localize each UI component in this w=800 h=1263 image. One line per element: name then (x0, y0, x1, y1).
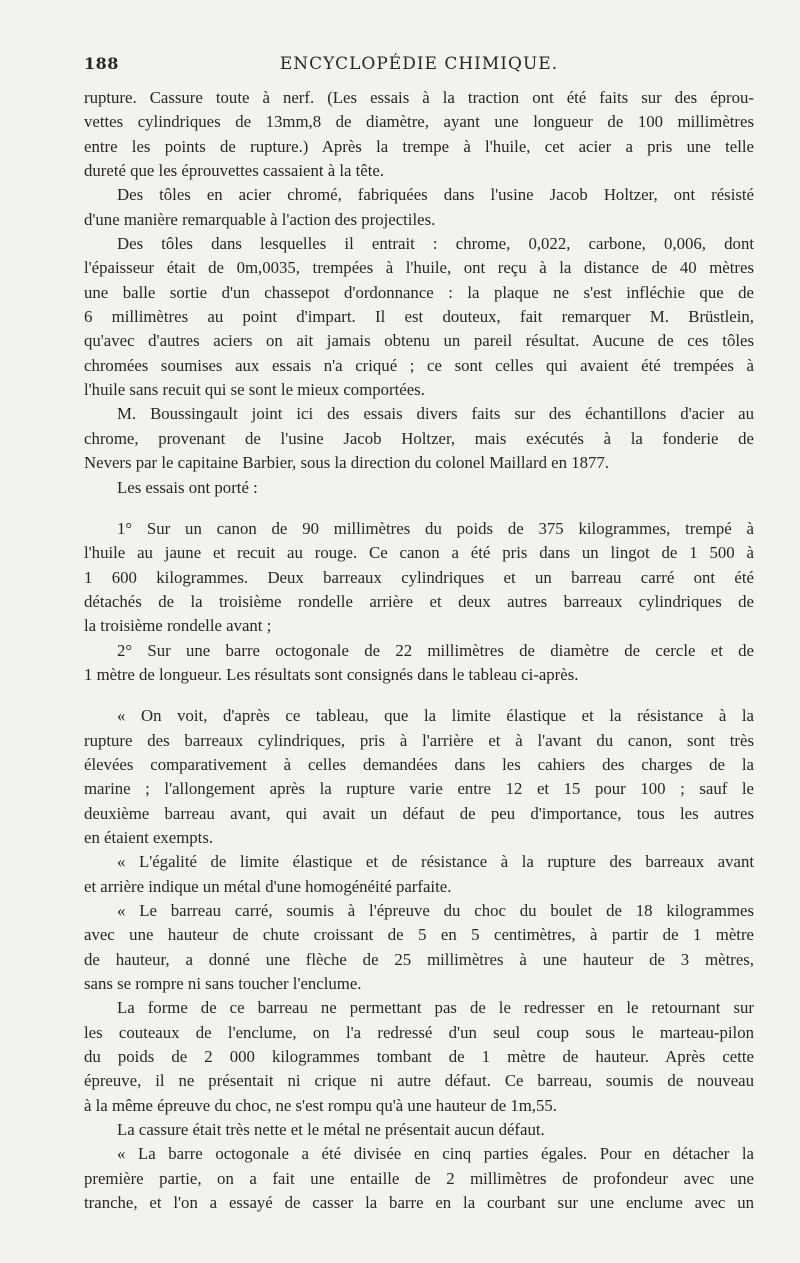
text-line: 2° Sur une barre octogonale de 22 millimètres de diamètre de cercle et de (117, 640, 754, 660)
text-line: du poids de 2 000 kilogrammes tombant de 1 mètre de hauteur. Après cette (84, 1047, 754, 1067)
text-line: chromées soumises aux essais n'a criqué ; ce sont celles qui avaient été trempées à (84, 355, 754, 375)
text-line: rupture des barreaux cylindriques, pris à l'arrière et à l'avant du canon, sont très (84, 730, 754, 750)
page-number: 188 (84, 54, 119, 73)
text-line: épreuve, il ne présentait ni crique ni autre défaut. Ce barreau, soumis de nouveau (84, 1071, 754, 1091)
text-line: les couteaux de l'enclume, on l'a redressé d'un seul coup sous le marteau-pilon (84, 1022, 754, 1042)
text-line: l'huile sans recuit qui se sont le mieux comportées. (84, 380, 425, 400)
text-line: La cassure était très nette et le métal ne présentait aucun défaut. (117, 1120, 545, 1140)
text-line: sans se rompre ni sans toucher l'enclume. (84, 974, 362, 994)
spacer (84, 687, 754, 704)
text-line: Nevers par le capitaine Barbier, sous la direction du colonel Maillard en 1877. (84, 453, 609, 473)
text-line: 6 millimètres au point d'impart. Il est douteux, fait remarquer M. Brüstlein, (84, 307, 754, 327)
spacer (84, 500, 754, 517)
text-line: à la même épreuve du choc, ne s'est rompu qu'à une hauteur de 1m,55. (84, 1095, 557, 1115)
text-line: « Le barreau carré, soumis à l'épreuve du choc du boulet de 18 kilogrammes (117, 901, 754, 920)
page-body (84, 86, 754, 1215)
text-line: première partie, on a fait une entaille de 2 millimètres de profondeur avec une (84, 1168, 754, 1188)
text-line: chrome, provenant de l'usine Jacob Holtzer, mais exécutés à la fonderie de (84, 428, 754, 448)
text-line: la troisième rondelle avant ; (84, 616, 272, 636)
text-line: détachés de la troisième rondelle arrière et deux autres barreaux cylindriques de (84, 591, 754, 611)
text-line: tranche, et l'on a essayé de casser la barre en la courbant sur une enclume avec un (84, 1193, 754, 1213)
text-line: en étaient exempts. (84, 827, 214, 847)
text-line: et arrière indique un métal d'une homogénéité parfaite. (84, 876, 452, 896)
text-line: La forme de ce barreau ne permettant pas de le redresser en le retournant sur (117, 998, 754, 1018)
text-line: « La barre octogonale a été divisée en cinq parties égales. Pour en détacher la (117, 1144, 754, 1164)
text-line: entre les points de rupture.) Après la trempe à l'huile, cet acier a pris une telle (84, 136, 754, 156)
text-line: Des tôles en acier chromé, fabriquées dans l'usine Jacob Holtzer, ont résisté (117, 185, 754, 205)
text-line: marine ; l'allongement après la rupture varie entre 12 et 15 pour 100 ; sauf le (84, 779, 754, 799)
text-line: 1 mètre de longueur. Les résultats sont consignés dans le tableau ci-après. (84, 664, 579, 684)
text-line: Les essais ont porté : (117, 477, 258, 497)
text-line: l'huile au jaune et recuit au rouge. Ce canon a été pris dans un lingot de 1 500 à (84, 543, 754, 563)
text-line: vettes cylindriques de 13mm,8 de diamètre, ayant une longueur de 100 millimètres (84, 112, 754, 132)
text-line: « L'égalité de limite élastique et de résistance à la rupture des barreaux avant (117, 852, 754, 872)
text-line: élevées comparativement à celles demandées dans les cahiers des charges de la (84, 754, 754, 774)
text-line: l'épaisseur était de 0m,0035, trempées à l'huile, ont reçu à la distance de 40 mètres (84, 258, 754, 278)
text-line: 1 600 kilogrammes. Deux barreaux cylindriques et un barreau carré ont été (84, 567, 754, 587)
text-line: Des tôles dans lesquelles il entrait : chrome, 0,022, carbone, 0,006, dont (117, 234, 754, 254)
text-line: 1° Sur un canon de 90 millimètres du poids de 375 kilogrammes, trempé à (117, 518, 754, 538)
text-line: « On voit, d'après ce tableau, que la limite élastique et la résistance à la (117, 706, 754, 726)
page-header (84, 54, 754, 80)
text-line: de hauteur, a donné une flèche de 25 millimètres à une hauteur de 3 mètres, (84, 949, 754, 969)
text-line: dureté que les éprouvettes cassaient à la tête. (84, 161, 385, 181)
text-line: deuxième barreau avant, qui avait un défaut de peu d'importance, tous les autres (84, 803, 754, 823)
text-line: M. Boussingault joint ici des essais divers faits sur des échantillons d'acier au (117, 404, 754, 424)
running-title: ENCYCLOPÉDIE CHIMIQUE. (279, 54, 559, 74)
text-line: avec une hauteur de chute croissant de 5 en 5 centimètres, à partir de 1 mètre (84, 925, 754, 945)
text-line: une balle sortie d'un chassepot d'ordonnance : la plaque ne s'est infléchie que de (84, 282, 754, 302)
text-line: qu'avec d'autres aciers on ait jamais obtenu un pareil résultat. Aucune de ces tôles (84, 331, 754, 351)
text-line: rupture. Cassure toute à nerf. (Les essais à la traction ont été faits sur des éprou- (84, 88, 754, 107)
text-line: d'une manière remarquable à l'action des projectiles. (84, 209, 436, 229)
